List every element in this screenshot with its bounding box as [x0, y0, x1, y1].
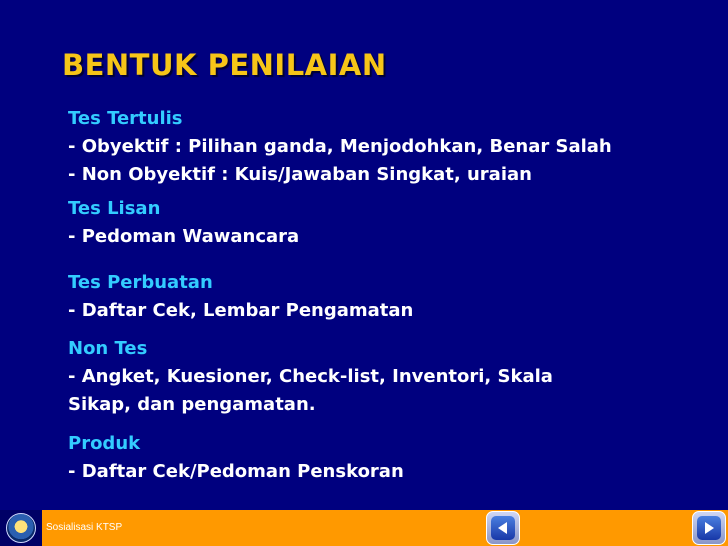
previous-slide-button[interactable]	[486, 511, 520, 545]
slide-title: BENTUK PENILAIAN	[62, 48, 387, 82]
section-heading-tes-perbuatan: Tes Perbuatan	[68, 272, 213, 293]
section-line: - Obyektif : Pilihan ganda, Menjodohkan, Benar Salah	[68, 136, 612, 157]
section-line: Sikap, dan pengamatan.	[68, 394, 316, 415]
footer-label: Sosialisasi KTSP	[46, 522, 123, 533]
section-line: - Daftar Cek/Pedoman Penskoran	[68, 461, 404, 482]
next-slide-button[interactable]	[692, 511, 726, 545]
section-heading-tes-lisan: Tes Lisan	[68, 198, 161, 219]
section-heading-tes-tertulis: Tes Tertulis	[68, 108, 183, 129]
triangle-left-icon	[491, 516, 515, 540]
section-heading-non-tes: Non Tes	[68, 338, 148, 359]
section-line: - Pedoman Wawancara	[68, 226, 300, 247]
section-line: - Angket, Kuesioner, Check-list, Inventori, Skala	[68, 366, 553, 387]
section-heading-produk: Produk	[68, 433, 141, 454]
triangle-right-icon	[697, 516, 721, 540]
emblem-logo-icon	[6, 513, 36, 543]
section-line: - Non Obyektif : Kuis/Jawaban Singkat, uraian	[68, 164, 532, 185]
section-line: - Daftar Cek, Lembar Pengamatan	[68, 300, 414, 321]
